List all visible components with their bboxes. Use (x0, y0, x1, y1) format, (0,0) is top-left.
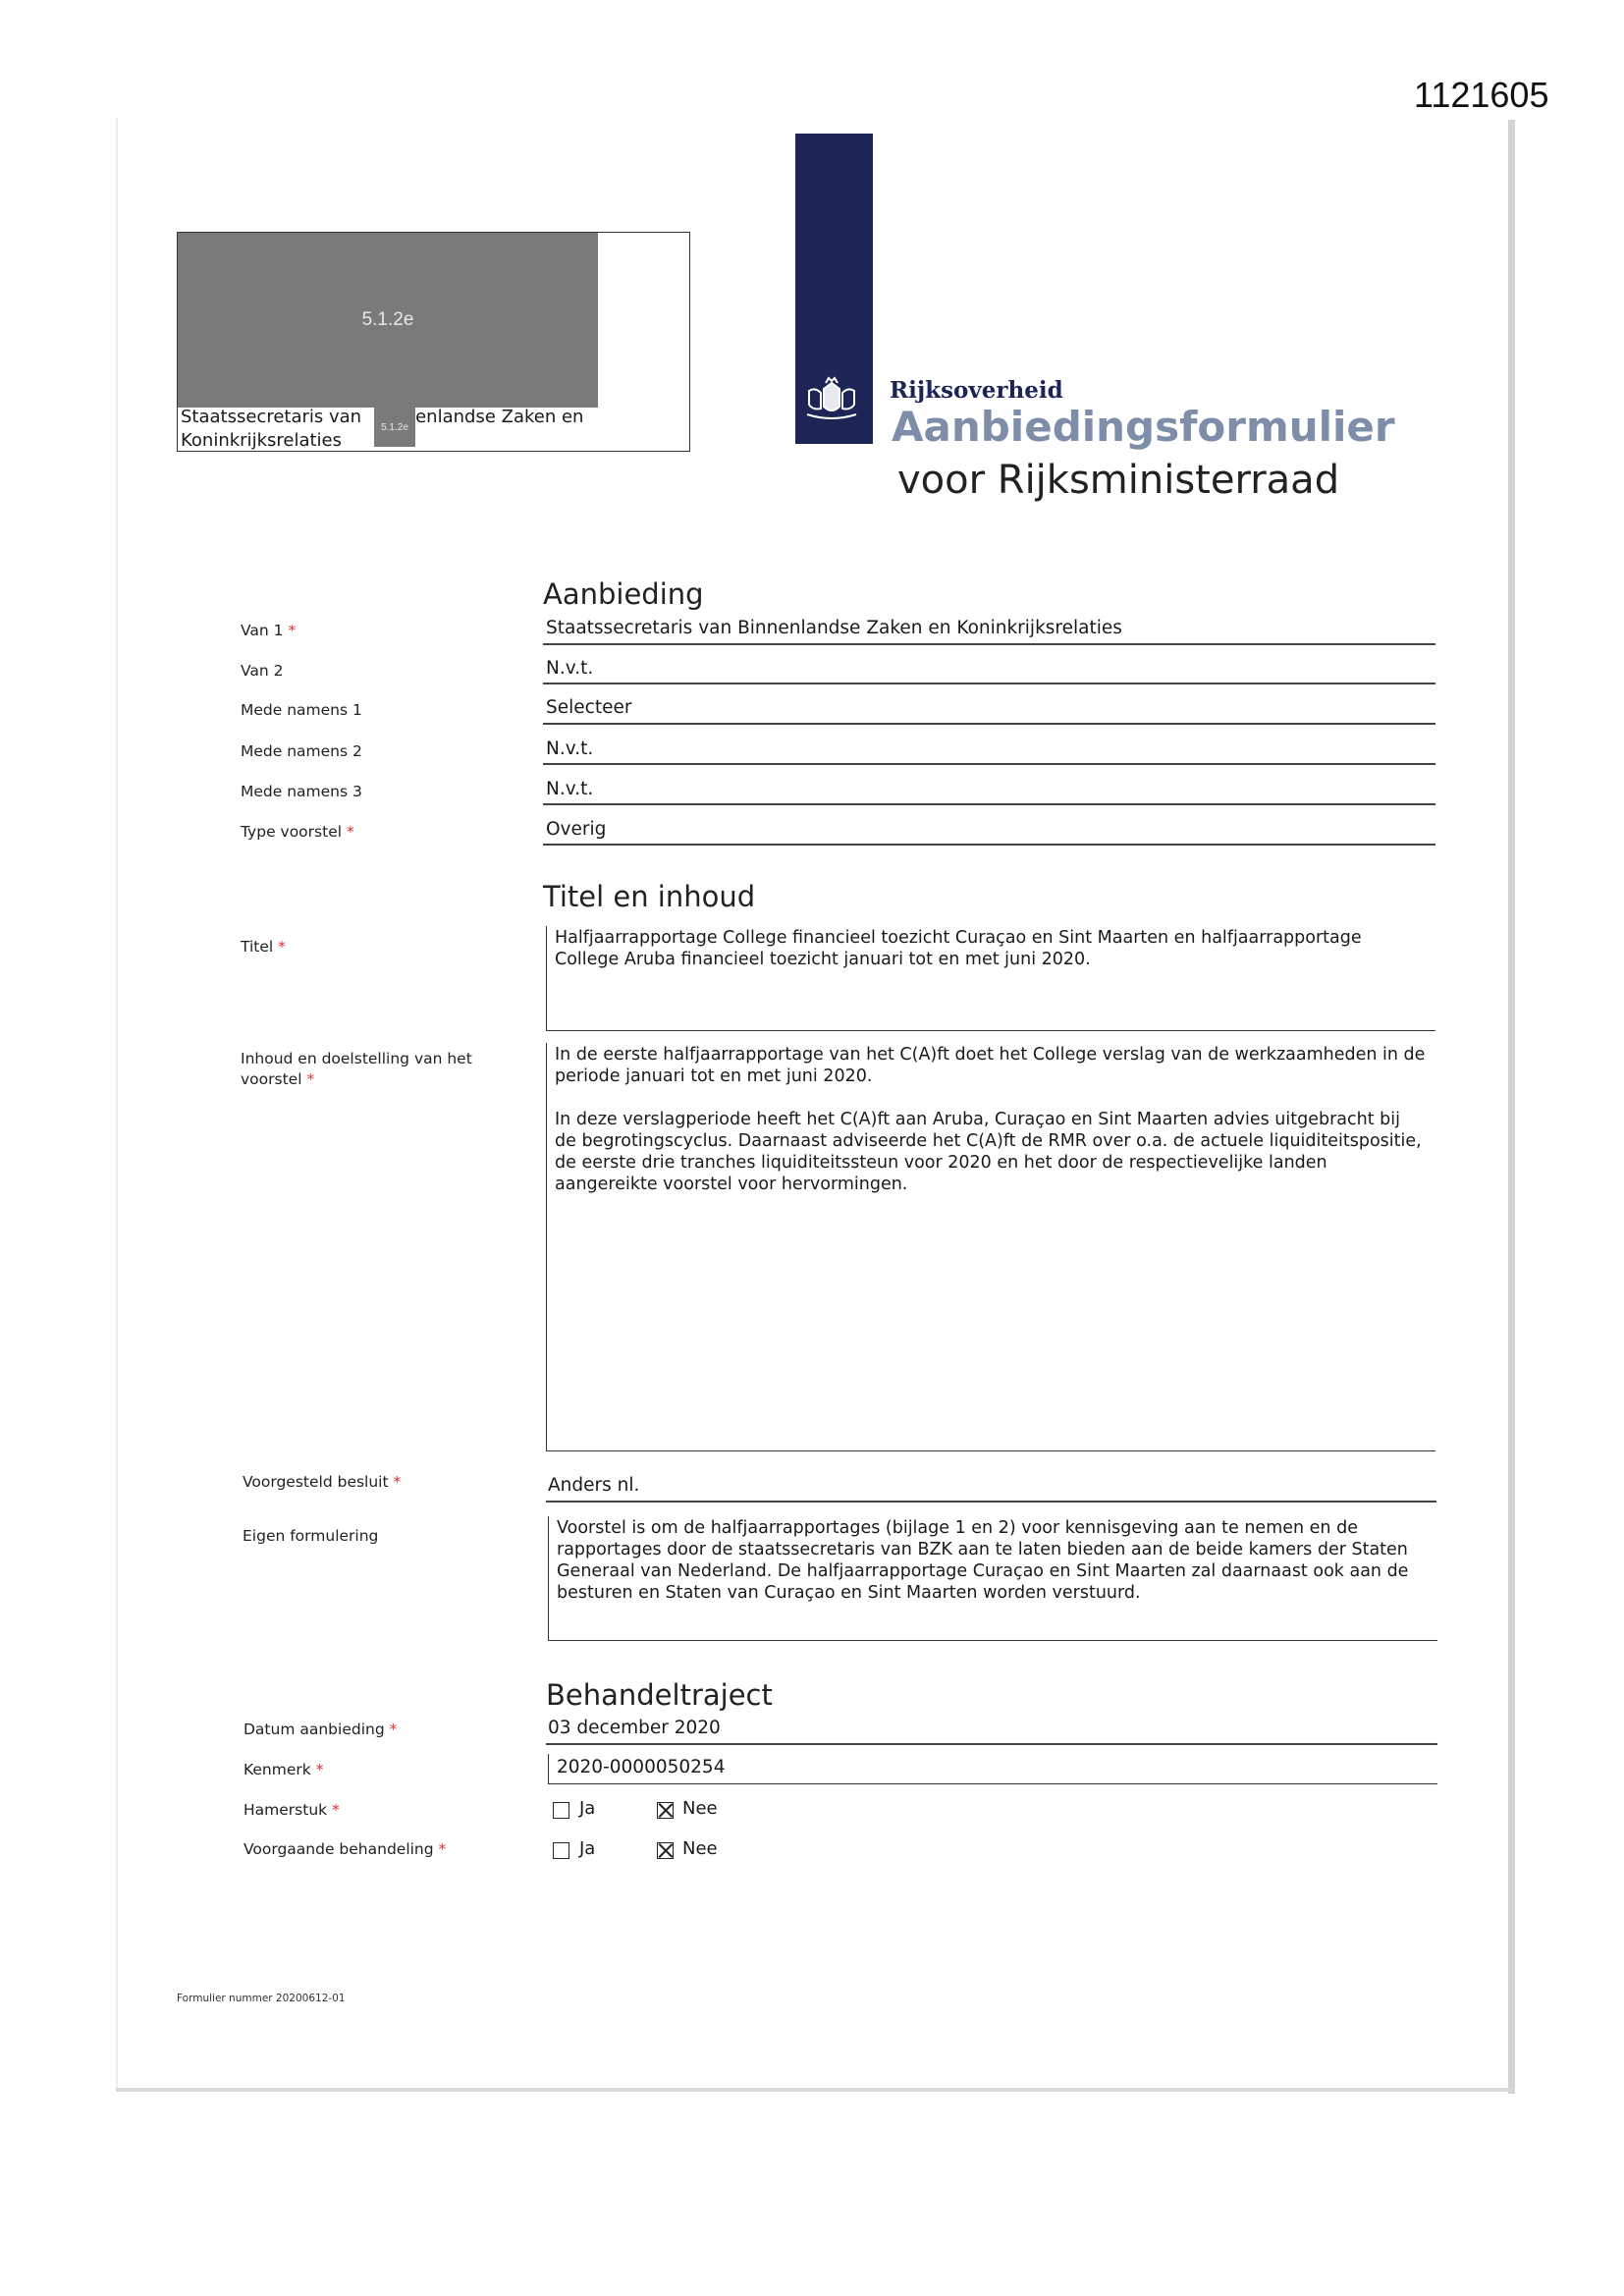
inline-redaction-block: 5.1.2e (374, 408, 415, 447)
field-underline (543, 683, 1435, 684)
inhoud-paragraph-2: In deze verslagperiode heeft het C(A)ft aan Aruba, Curaçao en Sint Maarten advies uitgebracht bij de begrotingscyclus. Daarnaast adviseerde het C(A)ft de RMR over o.a. de actuele liquiditeitspositie, de eerste drie tranches liquiditeitssteun voor 2020 en het door de respectievelijke landen aangereikte voorstel voor hervormingen. (555, 1110, 1422, 1194)
field-datum-aanbieding[interactable]: 03 december 2020 (548, 1718, 721, 1738)
scan-edge-right (1508, 120, 1515, 2094)
label-mede-namens-2: Mede namens 2 (241, 742, 362, 760)
field-voorgesteld-besluit[interactable]: Anders nl. (548, 1475, 640, 1496)
label-inhoud: Inhoud en doelstelling van het voorstel * (241, 1050, 472, 1088)
label-van-2: Van 2 (241, 662, 284, 680)
label-datum-aanbieding: Datum aanbieding * (244, 1721, 398, 1738)
form-subtitle: voor Rijksministerraad (897, 458, 1340, 503)
label-mede-namens-1: Mede namens 1 (241, 701, 362, 719)
label-voorgaande-behandeling: Voorgaande behandeling * (244, 1840, 447, 1858)
field-underline (543, 844, 1435, 846)
field-eigen-formulering[interactable] (548, 1516, 1437, 1641)
kenmerk-value: 2020-0000050254 (557, 1757, 726, 1777)
voorgaande-nee-label: Nee (682, 1838, 718, 1859)
label-mede-namens-3: Mede namens 3 (241, 783, 362, 800)
field-type-voorstel[interactable]: Overig (546, 819, 607, 840)
field-underline (543, 723, 1435, 725)
hamerstuk-ja-label: Ja (579, 1798, 596, 1819)
hamerstuk-nee-label: Nee (682, 1798, 718, 1819)
sender-line-2: Koninkrijksrelaties (181, 430, 342, 451)
label-voorgesteld-besluit: Voorgesteld besluit * (243, 1473, 402, 1491)
label-hamerstuk: Hamerstuk * (244, 1801, 340, 1819)
voorgaande-ja-label: Ja (579, 1838, 596, 1859)
field-van-2[interactable]: N.v.t. (546, 658, 594, 679)
scan-edge-left (116, 118, 118, 2092)
form-title: Aanbiedingsformulier (892, 403, 1395, 451)
redaction-block: 5.1.2e (178, 233, 598, 408)
field-inhoud[interactable] (546, 1043, 1435, 1451)
field-underline (546, 1501, 1436, 1503)
sender-line-1-end: enlandse Zaken en (415, 407, 584, 427)
hamerstuk-ja-checkbox[interactable] (553, 1802, 569, 1819)
form-number: Formulier nummer 20200612-01 (177, 1993, 346, 2004)
field-underline (543, 803, 1435, 805)
field-titel[interactable] (546, 926, 1435, 1031)
eigen-formulering-text: Voorstel is om de halfjaarrapportages (bijlage 1 en 2) voor kennisgeving aan te nemen en de rapportages door de staatssecretaris van BZK aan te laten bieden aan de beide kamers der Staten Generaal van Nederland. De halfjaarrapportage Curaçao en Sint Maarten zal daarnaast ook aan de besturen en Staten van Curaçao en Sint Maarten worden verstuurd. (557, 1518, 1409, 1603)
field-mede-namens-2[interactable]: N.v.t. (546, 738, 594, 759)
voorgaande-nee-checkbox[interactable] (657, 1842, 674, 1859)
label-kenmerk: Kenmerk * (244, 1761, 324, 1778)
label-type-voorstel: Type voorstel * (241, 823, 354, 841)
field-mede-namens-3[interactable]: N.v.t. (546, 779, 594, 799)
section-title-aanbieding: Aanbieding (543, 577, 704, 611)
field-mede-namens-1[interactable]: Selecteer (546, 697, 632, 718)
field-kenmerk[interactable] (548, 1754, 1437, 1784)
field-van-1[interactable]: Staatssecretaris van Binnenlandse Zaken en Koninkrijksrelaties (546, 618, 1122, 638)
field-underline (546, 1743, 1437, 1745)
voorgaande-ja-checkbox[interactable] (553, 1842, 569, 1859)
field-underline (543, 763, 1435, 765)
field-underline (543, 643, 1435, 645)
hamerstuk-nee-checkbox[interactable] (657, 1802, 674, 1819)
section-title-titel-inhoud: Titel en inhoud (543, 880, 756, 913)
label-van-1: Van 1 * (241, 622, 297, 639)
label-eigen-formulering: Eigen formulering (243, 1527, 379, 1545)
document-number: 1121605 (1414, 75, 1549, 115)
organisation-name: Rijksoverheid (890, 377, 1063, 404)
crest-icon (797, 369, 866, 428)
scan-edge-bottom (116, 2088, 1515, 2092)
section-title-behandeltraject: Behandeltraject (546, 1678, 773, 1712)
label-titel: Titel * (241, 938, 286, 956)
titel-text: Halfjaarrapportage College financieel toezicht Curaçao en Sint Maarten en halfjaarrapportage College Aruba financieel toezicht januari tot en met juni 2020. (555, 928, 1362, 969)
sender-line-1-start: Staatssecretaris van (181, 407, 362, 427)
inhoud-paragraph-1: In de eerste halfjaarrapportage van het C(A)ft doet het College verslag van de werkzaamheden in de periode januari tot en met juni 2020. (555, 1045, 1426, 1086)
